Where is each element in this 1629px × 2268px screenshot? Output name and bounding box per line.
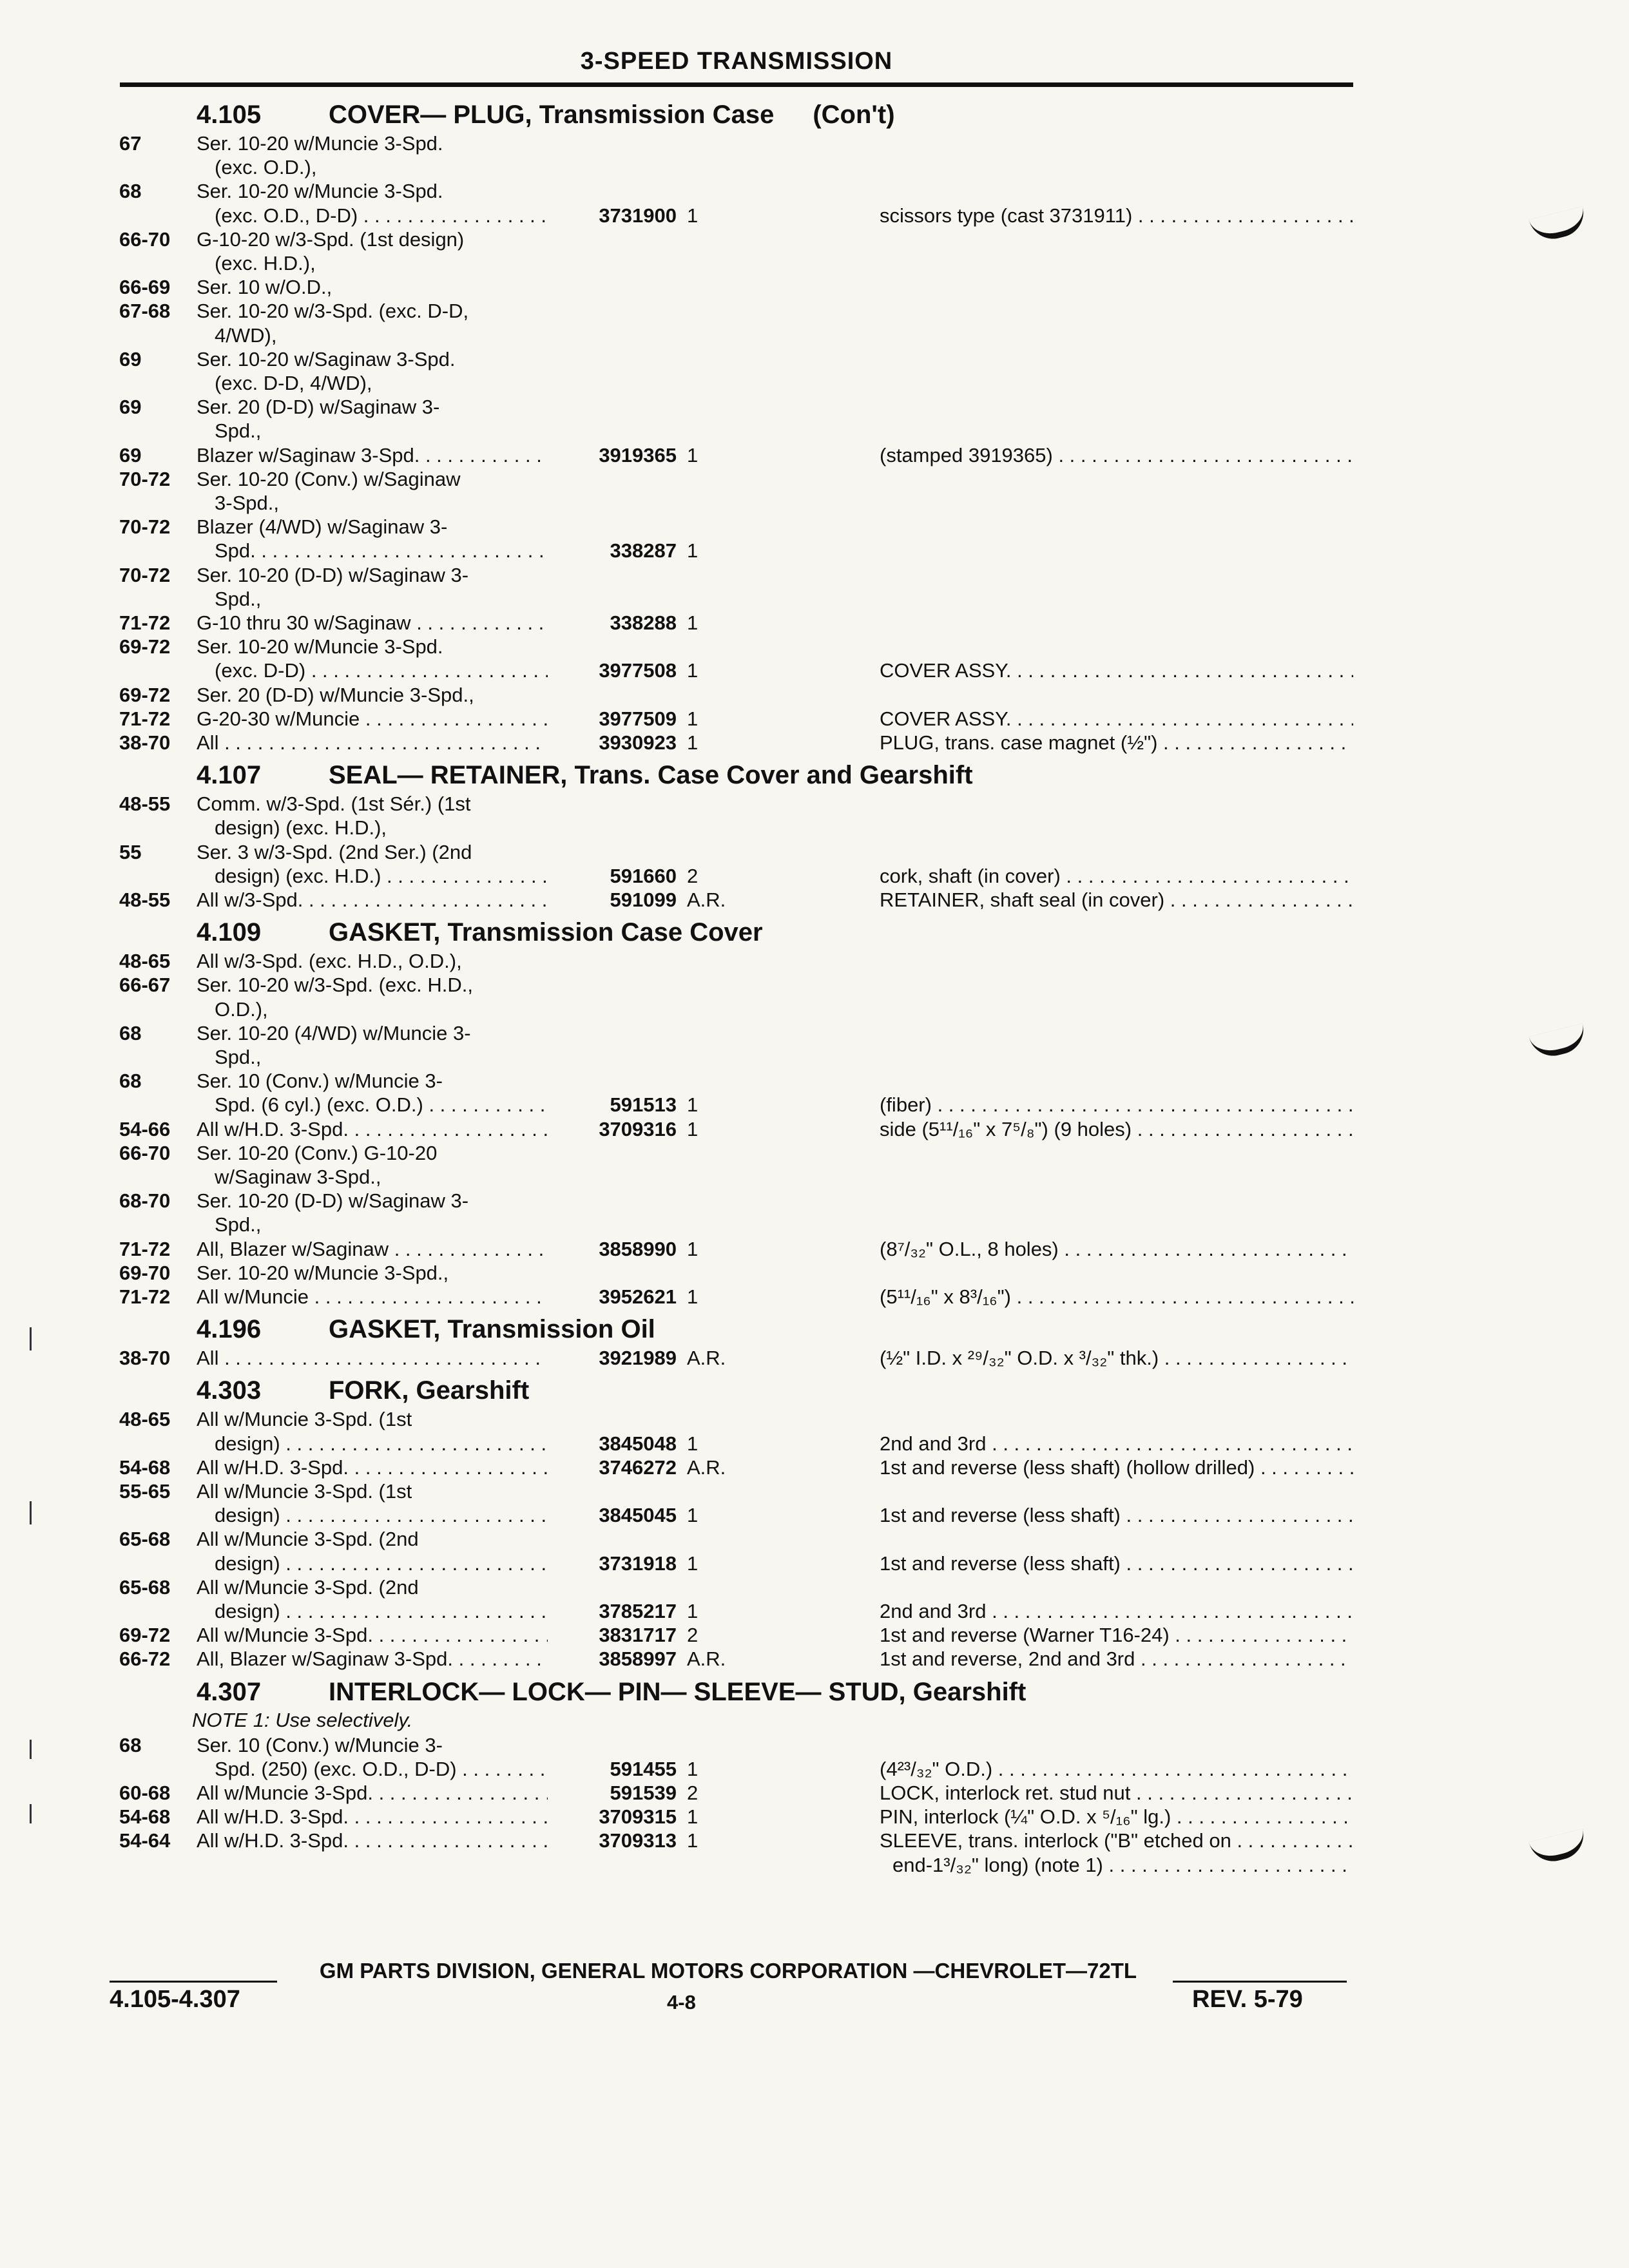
section-heading: [197, 1312, 655, 1346]
model-year: 68-70: [119, 1189, 171, 1212]
parts-row: [0, 1021, 1629, 1046]
part-number: 591455: [610, 1758, 677, 1780]
parts-row: [0, 1623, 1629, 1648]
application-text: (exc. O.D.),: [215, 156, 317, 178]
model-year: 71-72: [119, 611, 171, 634]
application-text: Spd.,: [215, 1213, 262, 1236]
model-year: 70-72: [119, 564, 171, 586]
application-text: All w/Muncie 3-Spd. . . .: [197, 1623, 548, 1648]
model-year: 66-69: [119, 276, 171, 298]
quantity: 2: [687, 1624, 699, 1646]
quantity: 1: [687, 1552, 699, 1575]
parts-row: [0, 997, 1629, 1022]
application-text: O.D.),: [215, 998, 268, 1021]
section-heading: [197, 758, 973, 792]
parts-row: [0, 419, 1629, 443]
quantity: 1: [687, 1285, 699, 1308]
part-description: COVER ASSY. . . .: [880, 707, 1353, 731]
model-year: 54-64: [119, 1829, 171, 1852]
application-text: design) . . .: [215, 1432, 548, 1456]
model-year: 38-70: [119, 731, 171, 754]
parts-row: [0, 1733, 1629, 1758]
application-text: Ser. 10-20 w/Muncie 3-Spd.: [197, 635, 443, 658]
part-number: 3921989: [599, 1347, 677, 1369]
application-text: (exc. O.D., D-D) . . .: [215, 204, 548, 228]
margin-mark: [30, 1804, 32, 1823]
model-year: 69: [119, 348, 142, 370]
model-year: 65-68: [119, 1576, 171, 1599]
part-number: 591513: [610, 1093, 677, 1116]
model-year: 70-72: [119, 515, 171, 538]
model-year: 54-66: [119, 1118, 171, 1140]
quantity: 1: [687, 1805, 699, 1828]
part-number: 3952621: [599, 1285, 677, 1308]
parts-row: [0, 1575, 1629, 1600]
application-text: Ser. 10-20 w/Muncie 3-Spd.,: [197, 1262, 449, 1284]
part-description: 1st and reverse (less shaft) . . .: [880, 1552, 1353, 1576]
application-text: Ser. 10-20 (D-D) w/Saginaw 3-: [197, 564, 469, 586]
section-title: GASKET, Transmission Oil: [329, 1315, 655, 1344]
model-year: 55: [119, 841, 142, 863]
parts-row: [0, 1346, 1629, 1370]
part-number: 591539: [610, 1782, 677, 1804]
section-number: 4.109: [197, 918, 262, 947]
application-text: Ser. 10-20 w/Muncie 3-Spd.: [197, 180, 443, 202]
application-text: design) . . .: [215, 1599, 548, 1624]
part-description: LOCK, interlock ret. stud nut . . .: [880, 1781, 1353, 1805]
parts-row: [0, 155, 1629, 180]
application-text: Ser. 10-20 (Conv.) G-10-20: [197, 1142, 438, 1164]
section-title: FORK, Gearshift: [329, 1376, 530, 1405]
model-year: 71-72: [119, 1285, 171, 1308]
footer-rule-left: [110, 1981, 277, 1983]
parts-row: [0, 491, 1629, 515]
parts-row: [0, 635, 1629, 659]
application-text: Ser. 10-20 (Conv.) w/Saginaw: [197, 468, 461, 490]
margin-mark: [30, 1740, 32, 1759]
application-text: All w/Muncie 3-Spd. (2nd: [197, 1576, 419, 1599]
part-description: side (5¹¹/₁₆" x 7⁵/₈") (9 holes) . . .: [880, 1117, 1353, 1142]
application-text: All, Blazer w/Saginaw 3-Spd. . . .: [197, 1647, 548, 1671]
part-description: scissors type (cast 3731911) . . .: [880, 204, 1353, 228]
footer-page-number: 4-8: [667, 1991, 696, 2013]
model-year: 60-68: [119, 1782, 171, 1804]
part-number: 3709316: [599, 1118, 677, 1140]
part-description: (stamped 3919365) . . .: [880, 443, 1353, 468]
parts-row: [0, 1456, 1629, 1480]
application-text: Ser. 10-20 w/Muncie 3-Spd.: [197, 132, 443, 155]
application-text: Ser. 10-20 (4/WD) w/Muncie 3-: [197, 1022, 471, 1044]
part-number: 3731900: [599, 204, 677, 227]
parts-row: [0, 1069, 1629, 1093]
parts-row: [0, 1853, 1629, 1878]
part-number: 338288: [610, 611, 677, 634]
footer-rule-right: [1173, 1981, 1347, 1983]
application-text: G-10 thru 30 w/Saginaw . . .: [197, 611, 548, 635]
application-text: 3-Spd.,: [215, 492, 279, 514]
part-description: (4²³/₃₂" O.D.) . . .: [880, 1757, 1353, 1782]
quantity: 1: [687, 1600, 699, 1622]
application-text: Spd.,: [215, 588, 262, 610]
parts-row: [0, 658, 1629, 683]
part-number: 3709313: [599, 1829, 677, 1852]
model-year: 48-55: [119, 793, 171, 815]
model-year: 38-70: [119, 1347, 171, 1369]
application-text: Ser. 20 (D-D) w/Muncie 3-Spd.,: [197, 684, 474, 706]
application-text: All w/Muncie 3-Spd. . . .: [197, 1781, 548, 1805]
quantity: 1: [687, 1758, 699, 1780]
part-description: end-1³/₃₂" long) (note 1) . . .: [892, 1853, 1353, 1878]
section-title: SEAL— RETAINER, Trans. Case Cover and Gearshift: [329, 761, 973, 790]
section-title: COVER— PLUG, Transmission Case: [329, 101, 775, 129]
model-year: 66-70: [119, 228, 171, 251]
parts-row: [0, 467, 1629, 492]
quantity: 1: [687, 1118, 699, 1140]
model-year: 54-68: [119, 1456, 171, 1479]
quantity: 1: [687, 731, 699, 754]
part-number: 3831717: [599, 1624, 677, 1646]
application-text: All . . .: [197, 731, 548, 755]
quantity: 1: [687, 1504, 699, 1526]
application-text: Ser. 10-20 w/3-Spd. (exc. D-D,: [197, 300, 469, 322]
parts-row: [0, 1552, 1629, 1576]
application-text: Ser. 10 w/O.D.,: [197, 276, 333, 298]
model-year: 66-70: [119, 1142, 171, 1164]
application-text: All w/H.D. 3-Spd. . . .: [197, 1456, 548, 1480]
section-note: NOTE 1: Use selectively.: [192, 1708, 413, 1731]
application-text: All w/Muncie 3-Spd. (2nd: [197, 1528, 419, 1550]
application-text: Ser. 10 (Conv.) w/Muncie 3-: [197, 1070, 443, 1092]
parts-row: [0, 131, 1629, 156]
parts-row: [0, 1407, 1629, 1432]
application-text: Ser. 10-20 (D-D) w/Saginaw 3-: [197, 1189, 469, 1212]
parts-row: [0, 1213, 1629, 1237]
part-number: 3858997: [599, 1648, 677, 1670]
part-number: 591099: [610, 889, 677, 911]
quantity: 2: [687, 865, 699, 887]
part-description: (fiber) . . .: [880, 1093, 1353, 1117]
parts-row: [0, 707, 1629, 731]
parts-row: [0, 683, 1629, 707]
section-heading: [197, 1675, 1026, 1709]
model-year: 67: [119, 132, 142, 155]
margin-mark: [30, 1501, 32, 1524]
application-text: All w/3-Spd. (exc. H.D., O.D.),: [197, 950, 462, 972]
section-number: 4.107: [197, 761, 262, 790]
parts-row: [0, 1141, 1629, 1166]
application-text: All, Blazer w/Saginaw . . .: [197, 1237, 548, 1262]
section-continued-label: (Con't): [813, 101, 895, 129]
parts-row: [0, 611, 1629, 635]
model-year: 48-65: [119, 950, 171, 972]
parts-row: [0, 587, 1629, 611]
application-text: Spd. (250) (exc. O.D., D-D) . . .: [215, 1757, 548, 1782]
model-year: 68: [119, 1070, 142, 1092]
parts-row: [0, 563, 1629, 588]
application-text: Spd.,: [215, 419, 262, 442]
parts-row: [0, 949, 1629, 974]
application-text: Blazer (4/WD) w/Saginaw 3-: [197, 515, 448, 538]
part-description: 2nd and 3rd . . .: [880, 1432, 1353, 1456]
part-description: RETAINER, shaft seal (in cover) . . .: [880, 888, 1353, 912]
model-year: 70-72: [119, 468, 171, 490]
parts-row: [0, 1599, 1629, 1624]
parts-row: [0, 371, 1629, 396]
quantity: 1: [687, 444, 699, 466]
footer-revision: REV. 5-79: [1192, 1986, 1303, 2013]
application-text: Spd. (6 cyl.) (exc. O.D.) . . .: [215, 1093, 548, 1117]
parts-row: [0, 864, 1629, 889]
model-year: 69-72: [119, 1624, 171, 1646]
parts-row: [0, 1757, 1629, 1782]
parts-row: [0, 1503, 1629, 1528]
part-description: PIN, interlock (¼" O.D. x ⁵/₁₆" lg.) . . .: [880, 1805, 1353, 1829]
application-text: Spd.,: [215, 1046, 262, 1068]
application-text: All . . .: [197, 1346, 548, 1370]
application-text: All w/H.D. 3-Spd. . . .: [197, 1805, 548, 1829]
model-year: 69-72: [119, 684, 171, 706]
part-number: 3845045: [599, 1504, 677, 1526]
quantity: 1: [687, 659, 699, 682]
parts-row: [0, 1261, 1629, 1285]
application-text: design) (exc. H.D.),: [215, 816, 387, 839]
parts-row: [0, 1829, 1629, 1853]
quantity: 1: [687, 1829, 699, 1852]
part-description: 2nd and 3rd . . .: [880, 1599, 1353, 1624]
quantity: 1: [687, 1093, 699, 1116]
application-text: All w/3-Spd. . . .: [197, 888, 548, 912]
parts-row: [0, 275, 1629, 300]
section-title: INTERLOCK— LOCK— PIN— SLEEVE— STUD, Gearshift: [329, 1677, 1027, 1706]
quantity: 2: [687, 1782, 699, 1804]
model-year: 65-68: [119, 1528, 171, 1550]
model-year: 68: [119, 1022, 142, 1044]
part-number: 3858990: [599, 1238, 677, 1260]
parts-row: [0, 227, 1629, 252]
application-text: (exc. D-D, 4/WD),: [215, 372, 372, 394]
parts-row: [0, 1647, 1629, 1671]
application-text: design) . . .: [215, 1503, 548, 1528]
parts-row: [0, 179, 1629, 204]
part-number: 338287: [610, 539, 677, 562]
part-number: 3785217: [599, 1600, 677, 1622]
part-description: cork, shaft (in cover) . . .: [880, 864, 1353, 889]
parts-row: [0, 299, 1629, 323]
part-number: 3919365: [599, 444, 677, 466]
parts-row: [0, 1117, 1629, 1142]
application-text: All w/H.D. 3-Spd. . . .: [197, 1829, 548, 1853]
section-heading: [197, 916, 763, 949]
application-text: Ser. 3 w/3-Spd. (2nd Ser.) (2nd: [197, 841, 472, 863]
part-description: 1st and reverse (Warner T16-24) . . .: [880, 1623, 1353, 1648]
application-text: (exc. D-D) . . .: [215, 658, 548, 683]
part-description: (½" I.D. x ²⁹/₃₂" O.D. x ³/₃₂" thk.) . . .: [880, 1346, 1353, 1370]
parts-row: [0, 1432, 1629, 1456]
application-text: Ser. 20 (D-D) w/Saginaw 3-: [197, 396, 440, 418]
quantity: A.R.: [687, 1456, 726, 1479]
parts-row: [0, 1165, 1629, 1189]
application-text: All w/H.D. 3-Spd. . . .: [197, 1117, 548, 1142]
section-heading: [197, 98, 895, 131]
parts-row: [0, 539, 1629, 563]
application-text: All w/Muncie . . .: [197, 1285, 548, 1309]
model-year: 69-72: [119, 635, 171, 658]
parts-row: [0, 1479, 1629, 1504]
parts-row: [0, 840, 1629, 865]
model-year: 71-72: [119, 1238, 171, 1260]
parts-row: [0, 792, 1629, 816]
parts-row: [0, 347, 1629, 372]
application-text: Ser. 10-20 w/Saginaw 3-Spd.: [197, 348, 456, 370]
section-number: 4.196: [197, 1315, 262, 1344]
parts-row: [0, 323, 1629, 348]
application-text: design) . . .: [215, 1552, 548, 1576]
model-year: 66-67: [119, 974, 171, 996]
parts-row: [0, 1189, 1629, 1213]
section-title: GASKET, Transmission Case Cover: [329, 918, 763, 947]
parts-row: [0, 816, 1629, 840]
part-number: 3977508: [599, 659, 677, 682]
section-number: 4.303: [197, 1376, 262, 1405]
parts-row: [0, 888, 1629, 912]
model-year: 69-70: [119, 1262, 171, 1284]
application-text: All w/Muncie 3-Spd. (1st: [197, 1480, 412, 1503]
page-title: 3-SPEED TRANSMISSION: [580, 48, 893, 75]
section-heading: [197, 1374, 529, 1407]
application-text: (exc. H.D.),: [215, 252, 316, 274]
application-text: design) (exc. H.D.) . . .: [215, 864, 548, 889]
application-text: Blazer w/Saginaw 3-Spd. . . .: [197, 443, 548, 468]
parts-row: [0, 1805, 1629, 1829]
model-year: 48-55: [119, 889, 171, 911]
part-description: SLEEVE, trans. interlock ("B" etched on . . .: [880, 1829, 1353, 1853]
parts-row: [0, 204, 1629, 228]
parts-row: [0, 1285, 1629, 1309]
model-year: 68: [119, 1734, 142, 1756]
part-number: 3746272: [599, 1456, 677, 1479]
application-text: Ser. 10 (Conv.) w/Muncie 3-: [197, 1734, 443, 1756]
section-number: 4.105: [197, 101, 262, 129]
part-number: 3845048: [599, 1432, 677, 1455]
footer-section-range: 4.105-4.307: [110, 1986, 240, 2013]
application-text: All w/Muncie 3-Spd. (1st: [197, 1408, 412, 1430]
part-description: 1st and reverse (less shaft) (hollow drilled) . . .: [880, 1456, 1353, 1480]
quantity: 1: [687, 539, 699, 562]
quantity: 1: [687, 1238, 699, 1260]
part-number: 3930923: [599, 731, 677, 754]
quantity: 1: [687, 204, 699, 227]
application-text: Ser. 10-20 w/3-Spd. (exc. H.D.,: [197, 974, 474, 996]
application-text: G-10-20 w/3-Spd. (1st design): [197, 228, 465, 251]
model-year: 68: [119, 180, 142, 202]
quantity: A.R.: [687, 889, 726, 911]
parts-row: [0, 395, 1629, 419]
quantity: 1: [687, 611, 699, 634]
parts-row: [0, 251, 1629, 276]
parts-row: [0, 1237, 1629, 1262]
model-year: 55-65: [119, 1480, 171, 1503]
part-description: 1st and reverse (less shaft) . . .: [880, 1503, 1353, 1528]
application-text: Spd. . . .: [215, 539, 548, 563]
part-description: 1st and reverse, 2nd and 3rd . . .: [880, 1647, 1353, 1671]
application-text: Comm. w/3-Spd. (1st Sér.) (1st: [197, 793, 471, 815]
parts-row: [0, 1527, 1629, 1552]
quantity: A.R.: [687, 1648, 726, 1670]
section-number: 4.307: [197, 1677, 262, 1706]
parts-row: [0, 1093, 1629, 1117]
margin-mark: [30, 1327, 32, 1350]
part-number: 3977509: [599, 707, 677, 730]
footer-publisher: GM PARTS DIVISION, GENERAL MOTORS CORPORATION —CHEVROLET—72TL: [319, 1959, 1137, 1983]
part-description: PLUG, trans. case magnet (½") . . .: [880, 731, 1353, 755]
application-text: w/Saginaw 3-Spd.,: [215, 1166, 381, 1188]
model-year: 48-65: [119, 1408, 171, 1430]
application-text: 4/WD),: [215, 324, 277, 347]
header-rule: [120, 82, 1353, 87]
parts-row: [0, 1045, 1629, 1070]
quantity: A.R.: [687, 1347, 726, 1369]
part-description: (5¹¹/₁₆" x 8³/₁₆") . . .: [880, 1285, 1353, 1309]
parts-row: [0, 973, 1629, 997]
quantity: 1: [687, 707, 699, 730]
part-number: 591660: [610, 865, 677, 887]
parts-row: [0, 515, 1629, 539]
model-year: 69: [119, 396, 142, 418]
parts-row: [0, 731, 1629, 755]
part-description: COVER ASSY. . . .: [880, 658, 1353, 683]
model-year: 71-72: [119, 707, 171, 730]
model-year: 69: [119, 444, 142, 466]
part-number: 3731918: [599, 1552, 677, 1575]
application-text: G-20-30 w/Muncie . . .: [197, 707, 548, 731]
model-year: 66-72: [119, 1648, 171, 1670]
parts-row: [0, 1781, 1629, 1805]
model-year: 54-68: [119, 1805, 171, 1828]
part-number: 3709315: [599, 1805, 677, 1828]
part-description: (8⁷/₃₂" O.L., 8 holes) . . .: [880, 1237, 1353, 1262]
quantity: 1: [687, 1432, 699, 1455]
model-year: 67-68: [119, 300, 171, 322]
parts-row: [0, 443, 1629, 468]
